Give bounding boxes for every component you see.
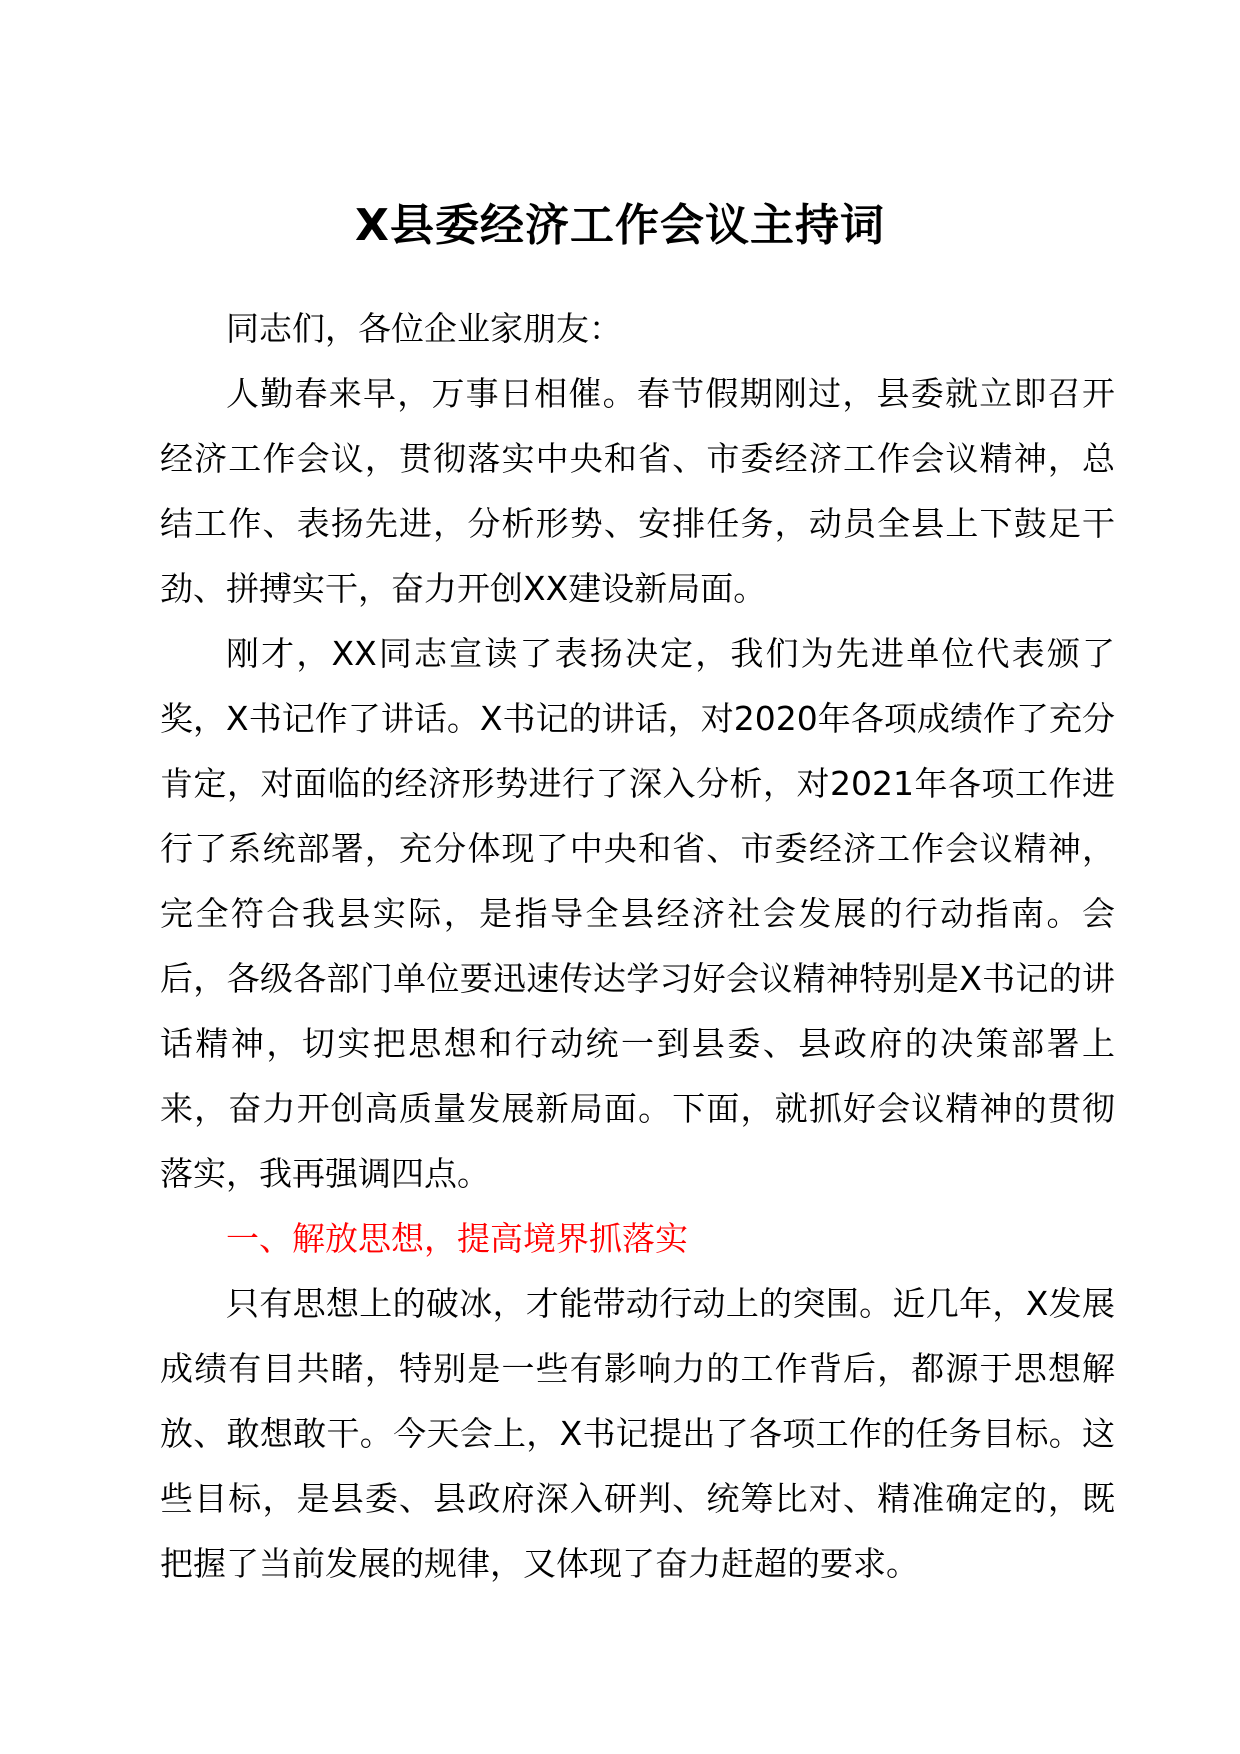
salutation-paragraph: 同志们，各位企业家朋友： bbox=[226, 309, 622, 348]
document-body bbox=[160, 296, 1115, 1596]
summary-paragraph: 刚才，XX同志宣读了表扬决定，我们为先进单位代表颁了奖，X书记作了讲话。X书记的讲话，对2020年各项成绩作了充分肯定，对面临的经济形势进行了深入分析，对2021年各项工作进行了系统部署，充分体现了中央和省、市委经济工作会议精神，完全符合我县实际，是指导全县经济社会发展的行动指南。会后，各级各部门单位要迅速传达学习好会议精神特别是X书记的讲话精神，切实把思想和行动统一到县委、县政府的决策部署上来，奋力开创高质量发展新局面。下面，就抓好会议精神的贯彻落实，我再强调四点。 bbox=[160, 634, 1115, 1193]
section-1-paragraph: 只有思想上的破冰，才能带动行动上的突围。近几年，X发展成绩有目共睹，特别是一些有影响力的工作背后，都源于思想解放、敢想敢干。今天会上，X书记提出了各项工作的任务目标。这些目标，是县委、县政府深入研判、统筹比对、精准确定的，既把握了当前发展的规律，又体现了奋力赶超的要求。 bbox=[160, 1284, 1115, 1583]
section-heading-1: 一、解放思想，提高境界抓落实 bbox=[226, 1219, 688, 1258]
document-title: X县委经济工作会议主持词 bbox=[355, 200, 885, 251]
opening-paragraph: 人勤春来早，万事日相催。春节假期刚过，县委就立即召开经济工作会议，贯彻落实中央和省、市委经济工作会议精神，总结工作、表扬先进，分析形势、安排任务，动员全县上下鼓足干劲、拼搏实干，奋力开创XX建设新局面。 bbox=[160, 374, 1115, 608]
